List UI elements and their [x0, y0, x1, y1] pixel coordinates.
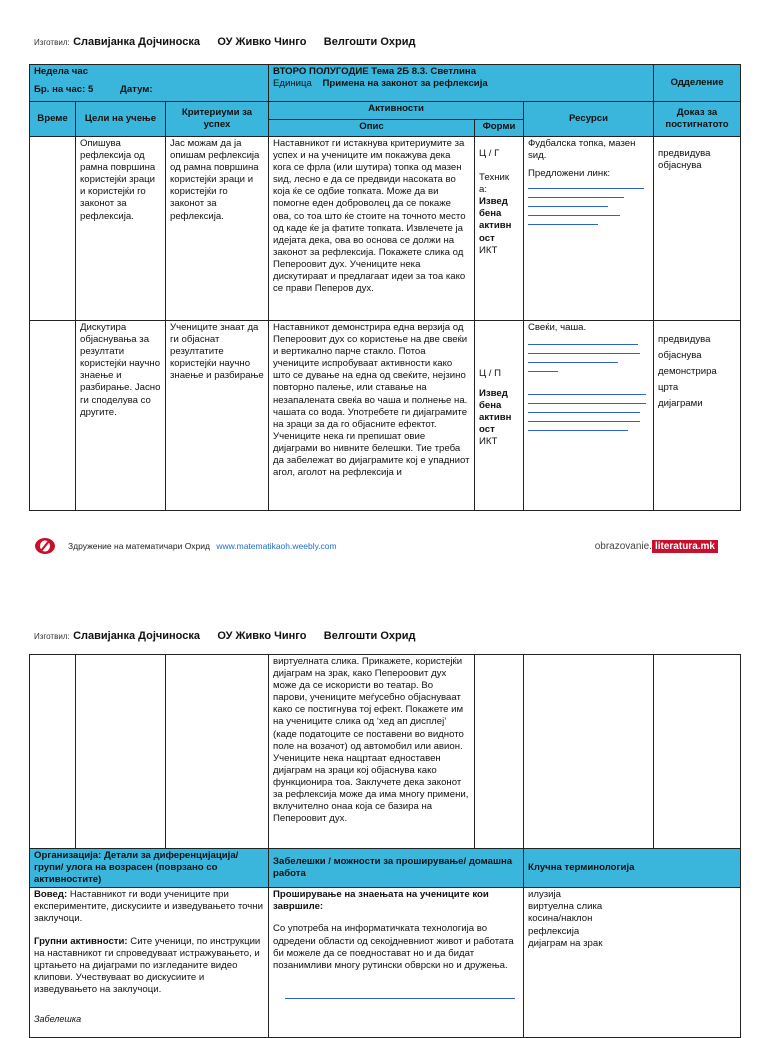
row2c-resources	[524, 655, 654, 849]
row2c-goal	[76, 655, 166, 849]
terminology-body	[524, 888, 741, 1038]
col-evidence: Доказ за постигнатото	[654, 102, 741, 137]
link-line[interactable]	[528, 215, 620, 216]
intro-text: Наставникот ги води учениците при експериментите, дискусиите и изведувањето точни заклучоци.	[34, 889, 263, 925]
week-label: Недела час	[34, 66, 89, 77]
class-number: Бр. на час: 5	[34, 84, 94, 96]
row1-resource-link-label: Предложени линк:	[528, 168, 611, 180]
notes-body	[269, 888, 524, 1038]
row2-time	[30, 321, 76, 511]
link-line[interactable]	[528, 371, 558, 372]
link-line[interactable]	[528, 394, 646, 395]
author-name: Славијанка Дојчиноска	[73, 36, 200, 48]
row1-evidence	[654, 137, 741, 321]
link-line[interactable]	[528, 344, 638, 345]
extension-text: Со употреба на информатичката технологија во одредени области од секојдневниот живот и работата би можеле да се поедностават но и да бидат позанимливи многу рутински обврски но и дружења.	[273, 923, 514, 971]
row1-form-activity: Извед бена активн ост	[479, 196, 512, 244]
date-label: Датум:	[119, 84, 153, 96]
link-line[interactable]	[528, 197, 624, 198]
col-time: Време	[30, 102, 76, 137]
row2-resources	[524, 321, 654, 511]
row2c-time	[30, 655, 76, 849]
footer-site-link[interactable]: www.matematikaoh.weebly.com	[216, 541, 337, 551]
author-label: Изготвил:	[34, 632, 70, 641]
row1-time	[30, 137, 76, 321]
row2-goal: Дискутира објаснувања за резултати користејќи научно знаење и разбирање. Јасно ги споделува со другите.	[76, 321, 166, 511]
link-line[interactable]	[528, 412, 640, 413]
link-line[interactable]	[285, 998, 515, 999]
row1-resource-text: Фудбалска топка, мазен ѕид.	[528, 138, 636, 162]
lesson-plan-table	[29, 64, 741, 511]
row2-evidence-item: дијаграми	[658, 398, 703, 409]
school-name: ОУ Живко Чинго	[217, 36, 307, 48]
row2-evidence-item: црта	[658, 382, 679, 393]
row1-form-technique: Техник а:	[479, 172, 510, 196]
row2c-criteria	[166, 655, 269, 849]
place-name: Велгошти Охрид	[323, 630, 416, 642]
term-item: косина/наклон	[528, 913, 593, 925]
row2-evidence-item: предвидува	[658, 334, 711, 345]
link-line[interactable]	[528, 421, 640, 422]
term-item: илузија	[528, 889, 561, 901]
term-item: дијаграм на зрак	[528, 937, 603, 949]
author-name: Славијанка Дојчиноска	[73, 630, 200, 642]
brand-domain: obrazovanie.	[594, 541, 652, 552]
brand-highlight: literatura.mk	[652, 540, 718, 553]
col-forms: Форми	[475, 120, 524, 137]
col-goals: Цели на учење	[76, 102, 166, 137]
lesson-plan-table-continued	[29, 654, 741, 1038]
term-item: рефлексија	[528, 925, 580, 937]
row2-description: Наставникот демонстрира една верзија од Пепероовит дух со користење на две свеќи и вертикално парче стакло. Потоа учениците испробуваат активности како што се дување на една од свеќите, нејзино повторно палење, или ставање на незапалената свеќа во чаша и полнење на. чашата со вода. Употребете ги дијаграмите на зраци за да го објасните ефектот. Учениците нека ги препишат овие дијаграми во нивните белешки. Тие треба да забележат во дијаграмите кој е упадниот агол, аголот на рефлексија и	[269, 321, 475, 511]
row1-form-code: Ц / Г	[479, 148, 500, 159]
row2-evidence-item: демонстрира	[658, 366, 717, 377]
row2-evidence-item: објаснува	[658, 350, 702, 361]
row2c-evidence	[654, 655, 741, 849]
association-logo	[34, 537, 56, 555]
organization-heading: Организација: Детали за диференцијација/ групи/ улога на возрасен (поврзано со активностите)	[30, 849, 269, 888]
place-name: Велгошти Охрид	[323, 36, 416, 48]
group-text: Сите ученици, по инструкции на наставникот ги спроведуваат истражувањето, и цртањето на дијаграми по изгледаните видео клипови. Учествуваат во дискусиите и изведувањето на заклучоци.	[34, 935, 261, 995]
page-footer	[34, 537, 734, 559]
row1-form-ict: ИКТ	[479, 244, 498, 256]
author-label: Изготвил:	[34, 38, 70, 47]
row1-resources	[524, 137, 654, 321]
unit-title: Примена на законот за рефлексија	[322, 78, 488, 90]
row2-form-ict: ИКТ	[479, 436, 498, 448]
author-header	[34, 34, 429, 48]
link-line[interactable]	[528, 362, 618, 363]
col-activities: Активности	[269, 102, 524, 120]
group-label: Групни активности:	[34, 935, 128, 947]
row1-criteria: Јас можам да ја опишам рефлексија од рамна површина користејќи зраци и користејќи го законот за рефлексија.	[166, 137, 269, 321]
row1-forms	[475, 137, 524, 321]
col-resources: Ресурси	[524, 102, 654, 137]
publisher-brand[interactable]	[595, 541, 718, 552]
row1-evidence-text: предвидува објаснува	[658, 148, 711, 172]
intro-label: Вовед:	[34, 889, 68, 901]
extension-heading: Проширување на знаењата на учениците кои завршиле:	[273, 889, 489, 913]
link-line[interactable]	[528, 224, 598, 225]
row2c-description: виртуелната слика. Прикажете, користејќи дијаграм на зрак, како Пепероовит дух може да се искористи во театар. Во парови, учениците меѓусебно објаснуваат како се постигнува тој ефект. Покажете им на учениците слика од ‘хед ап дисплеј’ (каде податоците се поставени во видното поле на возачот) од автомобил или авион. Учениците нека нацртаат едноставен дијаграм на зраци кој објаснува како функционира тоа. Заклучете дека законот за рефлексија може да има многу примени, вклучително онаа која се базира на Пепероовит дух.	[269, 655, 475, 849]
semester-title: ВТОРО ПОЛУГОДИЕ Тема 2Б 8.3. Светлина	[273, 66, 477, 77]
row2c-forms	[475, 655, 524, 849]
notes-heading: Забелешки / можности за проширување/ домашна работа	[269, 849, 524, 888]
row2-form-code: Ц / П	[479, 368, 501, 379]
row1-goal: Опишува рефлексија од рамна површина користејќи зраци и користејќи го законот за рефлексија.	[76, 137, 166, 321]
row2-forms	[475, 321, 524, 511]
unit-label: Единица	[273, 78, 312, 90]
col-description: Опис	[269, 120, 475, 137]
link-line[interactable]	[528, 206, 608, 207]
row2-evidence	[654, 321, 741, 511]
note-label: Забелешка	[34, 1014, 82, 1024]
term-item: виртуелна слика	[528, 901, 603, 913]
footer-org: Здружение на математичари Охрид	[68, 541, 210, 551]
department-cell: Одделение	[654, 65, 741, 102]
row2-form-activity: Извед бена активн ост	[479, 388, 512, 436]
col-criteria: Критериуми за успех	[166, 102, 269, 137]
link-line[interactable]	[528, 353, 640, 354]
row2-resource-text: Свеќи, чаша.	[528, 322, 587, 333]
row2-criteria: Учениците знаат да ги објаснат резултатите користејќи научно знаење и разбирање	[166, 321, 269, 511]
row1-description: Наставникот ги истакнува критериумите за успех и на учениците им покажува дека кога се фрла (или шутира) топка од мазен ѕид, лесно е да се предвиди насоката во која ќе се одбие топката. Може да ви помогне еден доброволец да се покаже ова, со тоа што ќе стоите на точното место од каде ќе ја фатите топката. Извлечете ја идејата дека, ова во основа се должи на законот за рефлексија. Покажете слика од Пепероовит дух. Учениците нека дискутираат и предлагаат идеи за тоа како се прави Пеперов дух.	[269, 137, 475, 321]
topic-cell	[269, 65, 654, 102]
link-line[interactable]	[528, 430, 628, 431]
school-name: ОУ Живко Чинго	[217, 630, 307, 642]
terminology-heading: Клучна терминологија	[524, 849, 741, 888]
author-header-page2	[34, 628, 429, 642]
footer-org-line	[68, 541, 337, 551]
link-line[interactable]	[528, 188, 644, 189]
link-line[interactable]	[528, 403, 646, 404]
week-cell	[30, 65, 269, 102]
